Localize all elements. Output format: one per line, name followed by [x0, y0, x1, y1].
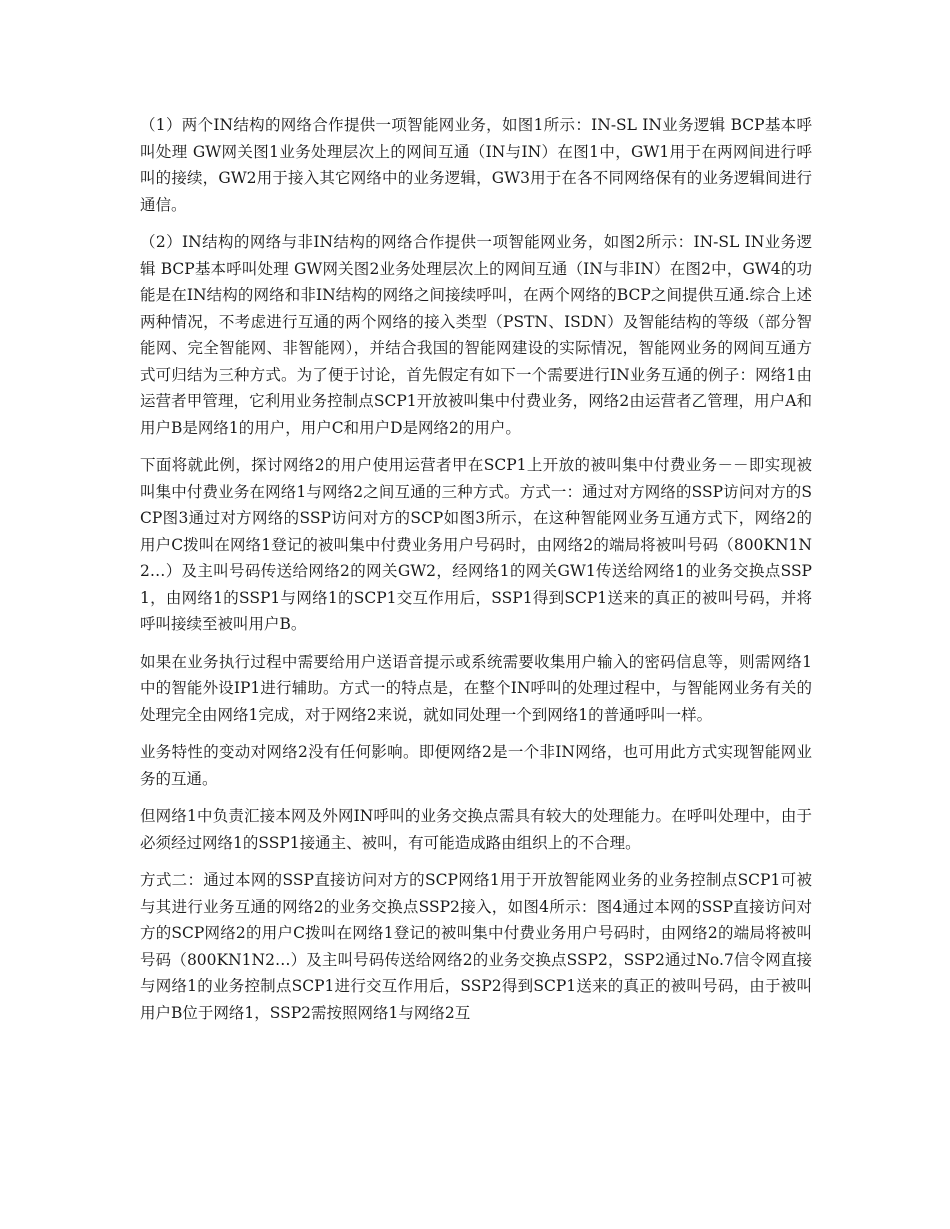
paragraph-5: 业务特性的变动对网络2没有任何影响。即便网络2是一个非IN网络，也可用此方式实现智能网业务的互通。 [140, 743, 812, 788]
paragraph-1: （1）两个IN结构的网络合作提供一项智能网业务，如图1所示：IN-SL IN业务逻辑 BCP基本呼叫处理 GW网关图1业务处理层次上的网间互通（IN与IN）在图1中，GW1用于在两网间进行呼叫的接续，GW2用于接入其它网络中的业务逻辑，GW3用于在各不同网络保有的业务逻辑间进行通信。 [140, 116, 812, 214]
paragraph-3: 下面将就此例，探讨网络2的用户使用运营者甲在SCP1上开放的被叫集中付费业务－－即实现被叫集中付费业务在网络1与网络2之间互通的三种方式。方式一：通过对方网络的SSP访问对方的SCP图3通过对方网络的SSP访问对方的SCP如图3所示，在这种智能网业务互通方式下，网络2的用户C拨叫在网络1登记的被叫集中付费业务用户号码时，由网络2的端局将被叫号码（800KN1N2…）及主叫号码传送给网络2的网关GW2，经网络1的网关GW1传送给网络1的业务交换点SSP1，由网络1的SSP1与网络1的SCP1交互作用后，SSP1得到SCP1送来的真正的被叫号码，并将呼叫接续至被叫用户B。 [140, 456, 812, 633]
document-page [140, 112, 812, 1037]
paragraph-6: 但网络1中负责汇接本网及外网IN呼叫的业务交换点需具有较大的处理能力。在呼叫处理中，由于必须经过网络1的SSP1接通主、被叫，有可能造成路由组织上的不合理。 [140, 807, 812, 852]
paragraph-2: （2）IN结构的网络与非IN结构的网络合作提供一项智能网业务，如图2所示：IN-SL IN业务逻辑 BCP基本呼叫处理 GW网关图2业务处理层次上的网间互通（IN与非IN）在图2中，GW4的功能是在IN结构的网络和非IN结构的网络之间接续呼叫，在两个网络的BCP之间提供互通.综合上述两种情况，不考虑进行互通的两个网络的接入类型（PSTN、ISDN）及智能结构的等级（部分智能网、完全智能网、非智能网），并结合我国的智能网建设的实际情况，智能网业务的网间互通方式可归结为三种方式。为了便于讨论，首先假定有如下一个需要进行IN业务互通的例子：网络1由运营者甲管理，它利用业务控制点SCP1开放被叫集中付费业务，网络2由运营者乙管理，用户A和用户B是网络1的用户，用户C和用户D是网络2的用户。 [140, 233, 812, 437]
paragraph-7: 方式二：通过本网的SSP直接访问对方的SCP网络1用于开放智能网业务的业务控制点SCP1可被与其进行业务互通的网络2的业务交换点SSP2接入，如图4所示：图4通过本网的SSP直接访问对方的SCP网络2的用户C拨叫在网络1登记的被叫集中付费业务用户号码时，由网络2的端局将被叫号码（800KN1N2…）及主叫号码传送给网络2的业务交换点SSP2，SSP2通过No.7信令网直接与网络1的业务控制点SCP1进行交互作用后，SSP2得到SCP1送来的真正的被叫号码，由于被叫用户B位于网络1，SSP2需按照网络1与网络2互 [140, 871, 812, 1022]
paragraph-4: 如果在业务执行过程中需要给用户送语音提示或系统需要收集用户输入的密码信息等，则需网络1中的智能外设IP1进行辅助。方式一的特点是，在整个IN呼叫的处理过程中，与智能网业务有关的处理完全由网络1完成，对于网络2来说，就如同处理一个到网络1的普通呼叫一样。 [140, 652, 812, 724]
